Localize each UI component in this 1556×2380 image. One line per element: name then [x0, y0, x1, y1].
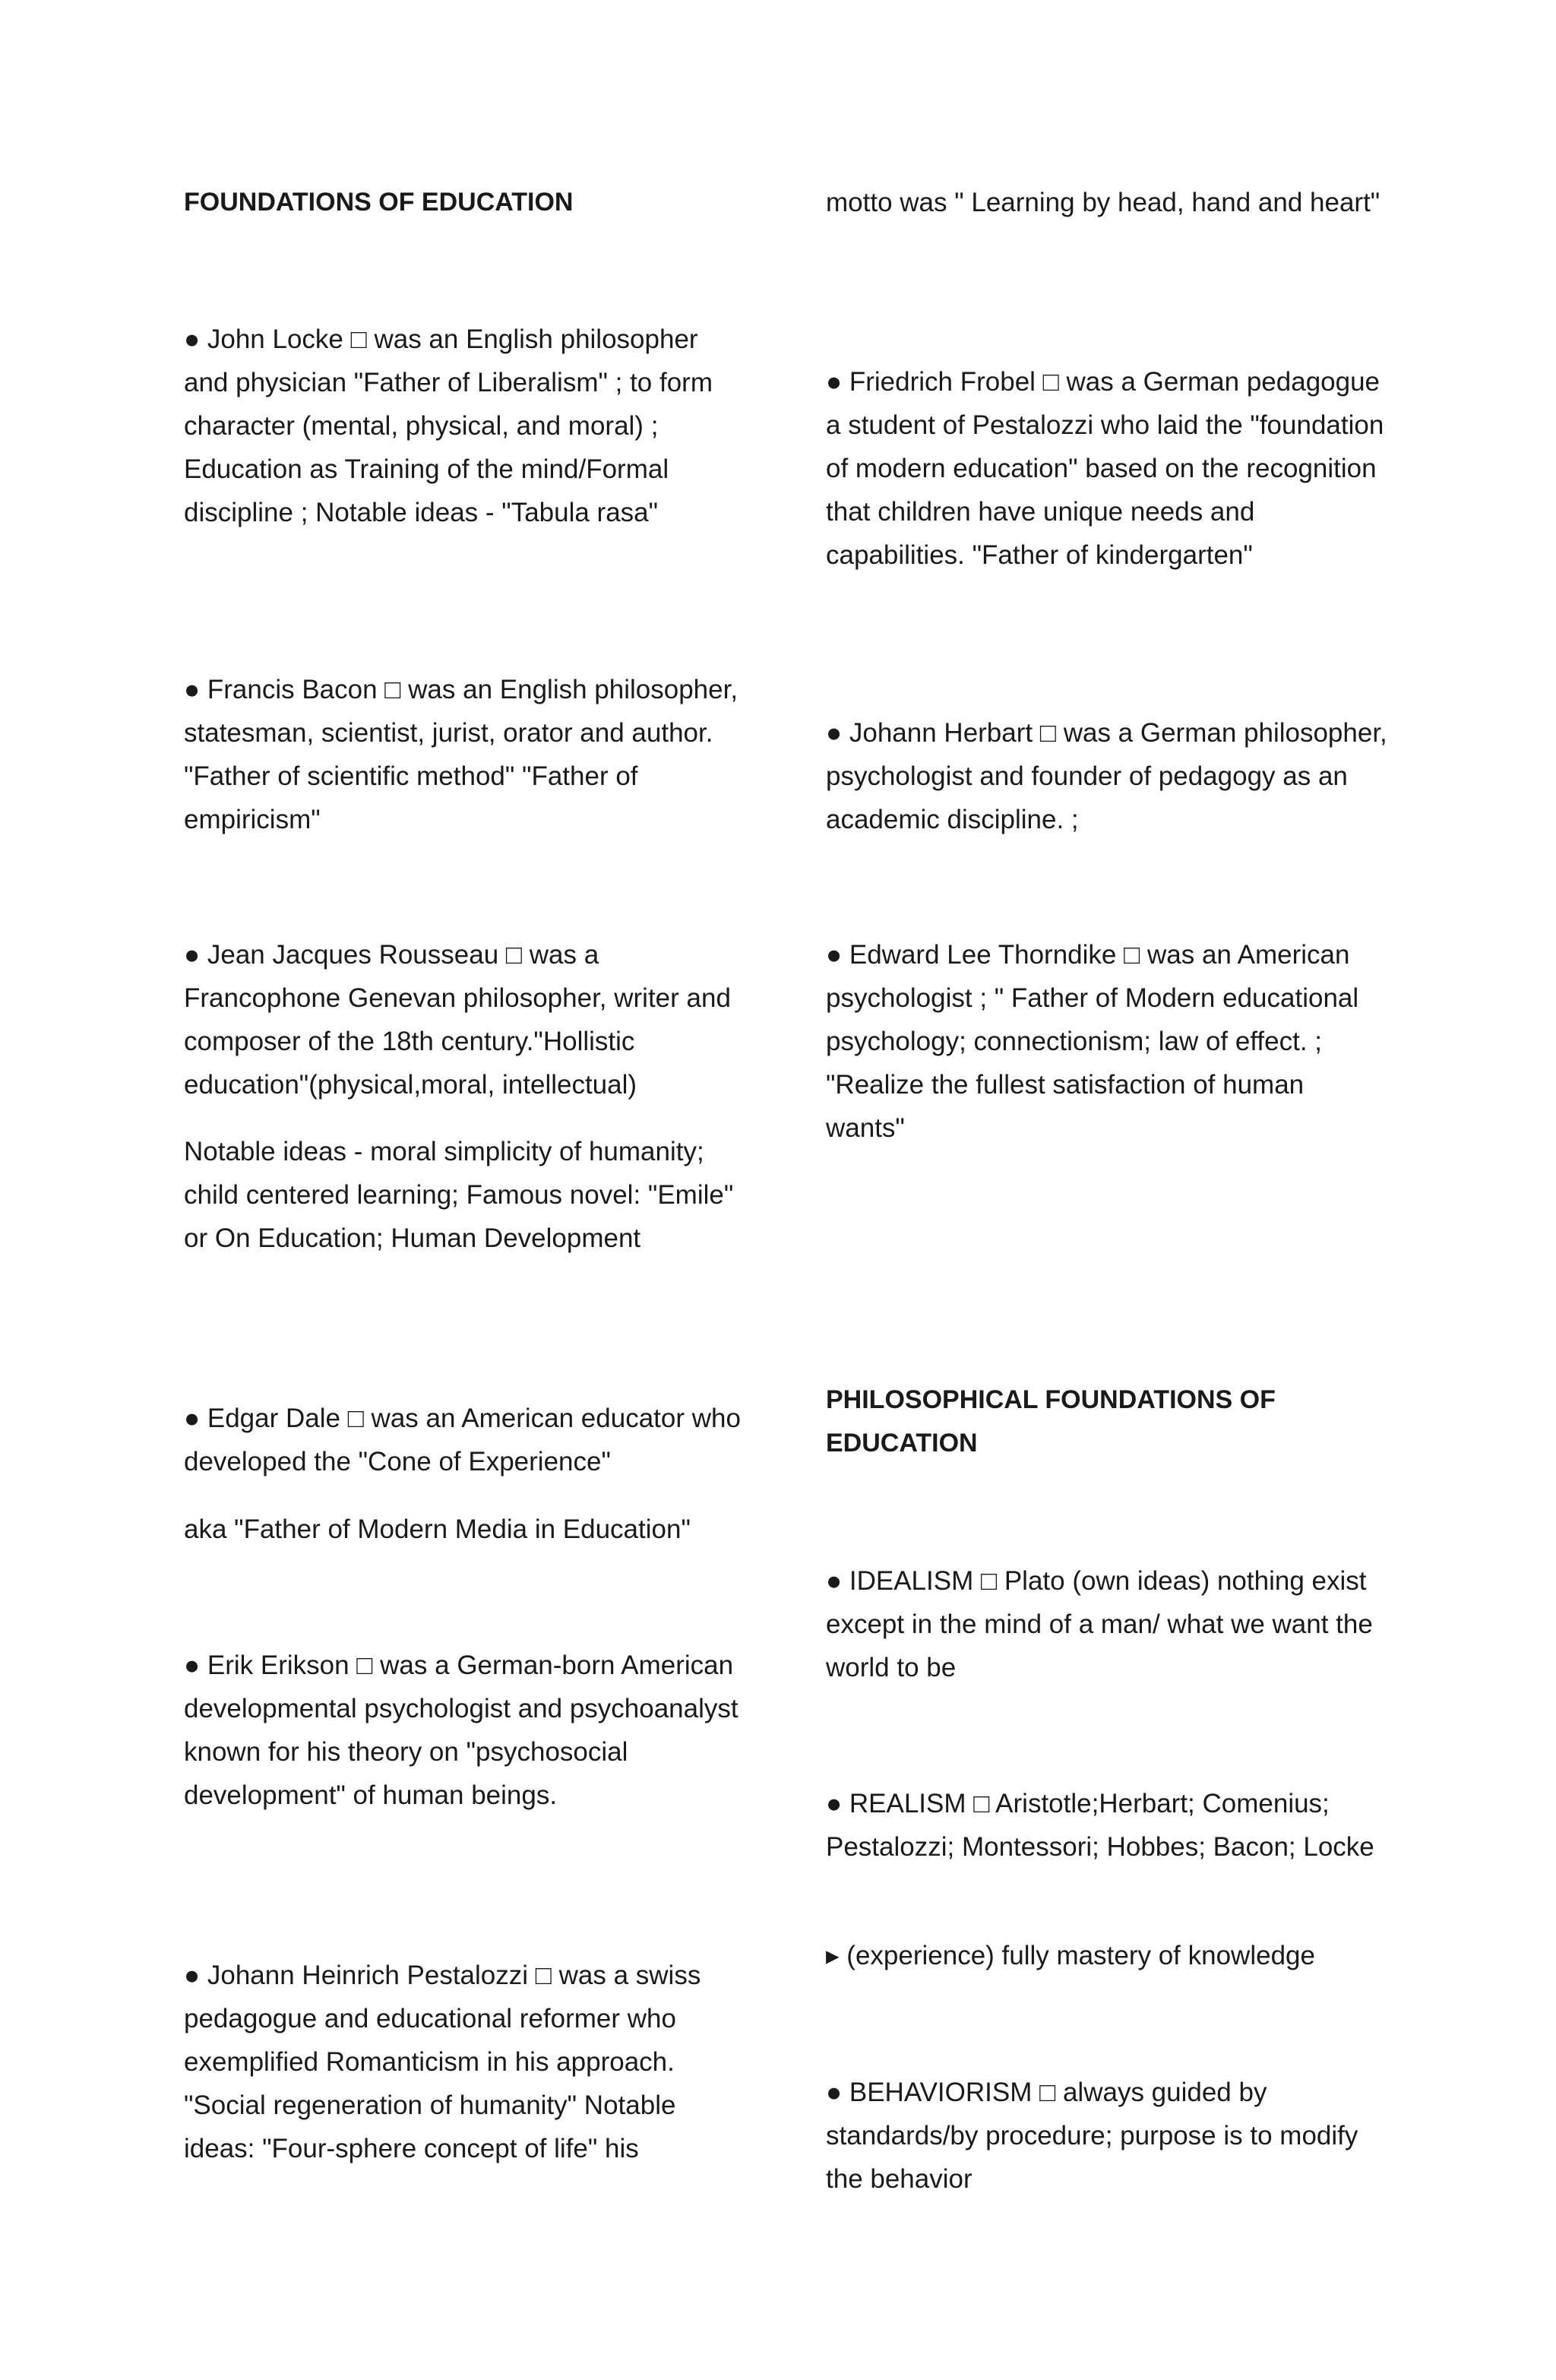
- dale-aka-paragraph: aka "Father of Modern Media in Education": [184, 1514, 691, 1544]
- pestalozzi-continued-paragraph: motto was " Learning by head, hand and heart": [826, 188, 1380, 217]
- pestalozzi-paragraph: ● Johann Heinrich Pestalozzi □ was a swiss pedagogue and educational reformer who exemplified Romanticism in his approach. "Social regeneration of humanity" Notable ideas: "Four-sphere concept of life" his: [184, 1961, 701, 2163]
- frobel-paragraph: ● Friedrich Frobel □ was a German pedagogue a student of Pestalozzi who laid the "foundation of modern education" based on the recognition that children have unique needs and capabilities. "Father of kindergarten": [826, 367, 1384, 570]
- locke-paragraph: ● John Locke □ was an English philosopher and physician "Father of Liberalism" ; to form character (mental, physical, and moral) ; Education as Training of the mind/Formal discipline ; Notable ideas - "Tabula rasa": [184, 324, 713, 527]
- bacon-paragraph: ● Francis Bacon □ was an English philosopher, statesman, scientist, jurist, orator and author. "Father of scientific method" "Father of empiricism": [184, 675, 738, 834]
- rousseau-paragraph: ● Jean Jacques Rousseau □ was a Francophone Genevan philosopher, writer and composer of the 18th century."Hollistic education"(physical,moral, intellectual): [184, 940, 731, 1100]
- erikson-paragraph: ● Erik Erikson □ was a German-born American developmental psychologist and psychoanalyst known for his theory on "psychosocial development" of human beings.: [184, 1650, 738, 1810]
- behaviorism-paragraph: ● BEHAVIORISM □ always guided by standards/by procedure; purpose is to modify the behavior: [826, 2078, 1358, 2194]
- rousseau-ideas-paragraph: Notable ideas - moral simplicity of humanity; child centered learning; Famous novel: "Emile" or On Education; Human Development: [184, 1137, 734, 1253]
- herbart-paragraph: ● Johann Herbart □ was a German philosopher, psychologist and founder of pedagogy as an academic discipline. ;: [826, 718, 1387, 834]
- page-heading: FOUNDATIONS OF EDUCATION: [184, 188, 574, 217]
- thorndike-paragraph: ● Edward Lee Thorndike □ was an American psychologist ; " Father of Modern educational psychology; connectionism; law of effect. ; "Realize the fullest satisfaction of human wants": [826, 940, 1359, 1143]
- realism-paragraph: ● REALISM □ Aristotle;Herbart; Comenius; Pestalozzi; Montessori; Hobbes; Bacon; Locke: [826, 1789, 1374, 1862]
- dale-paragraph: ● Edgar Dale □ was an American educator who developed the "Cone of Experience": [184, 1404, 741, 1476]
- philosophical-heading: PHILOSOPHICAL FOUNDATIONS OF EDUCATION: [826, 1385, 1276, 1457]
- realism-sub-paragraph: ▸ (experience) fully mastery of knowledge: [826, 1941, 1315, 1970]
- idealism-paragraph: ● IDEALISM □ Plato (own ideas) nothing exist except in the mind of a man/ what we want the world to be: [826, 1566, 1373, 1682]
